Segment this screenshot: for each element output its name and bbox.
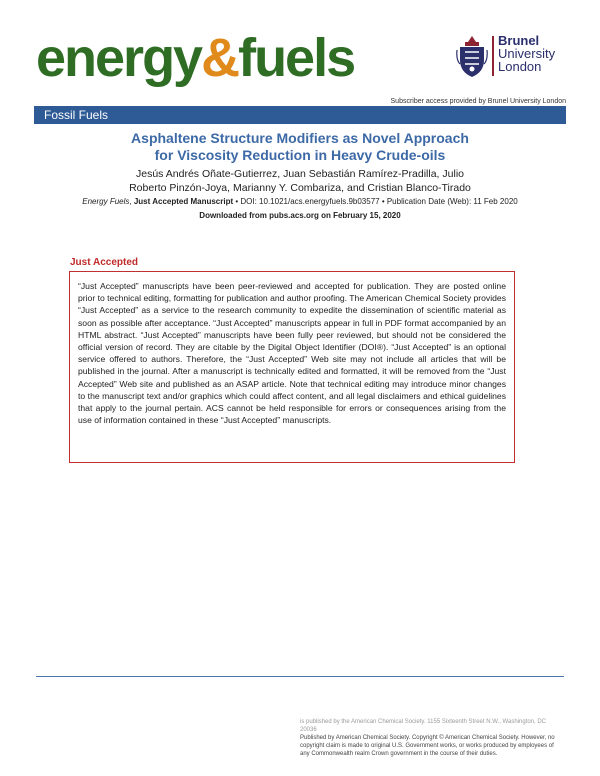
institution-name-line1: Brunel (498, 33, 540, 48)
journal-logo (36, 28, 354, 88)
copyright-notice: Published by American Chemical Society. Copyright © American Chemical Society. However, no copyright claim is made to original U.S. Government works, or works produced by employees of any Commonwealth realm Crown government in the course of their duties. (300, 735, 555, 757)
crest-icon (456, 34, 488, 78)
institution-name-line3: London (498, 59, 542, 74)
logo-text-fuels: fuels (238, 28, 355, 88)
citation-line: Energy Fuels, Just Accepted Manuscript • DOI: 10.1021/acs.energyfuels.9b03577 • Publication Date (Web): 11 Feb 2020 (82, 197, 518, 206)
just-accepted-notice-box (69, 271, 515, 463)
logo-divider (492, 36, 494, 76)
institution-name (498, 34, 555, 73)
article-title[interactable] (60, 130, 540, 164)
footer-divider (36, 676, 564, 677)
title-line-1: Asphaltene Structure Modifiers as Novel Approach (131, 130, 469, 146)
logo-text-energy: energy (36, 28, 202, 88)
section-label: Fossil Fuels (44, 108, 109, 122)
section-header (34, 106, 566, 124)
title-line-2: for Viscosity Reduction in Heavy Crude-oils (154, 147, 446, 163)
manuscript-status: Just Accepted Manuscript (133, 197, 234, 206)
just-accepted-heading: Just Accepted (70, 257, 138, 268)
logo-ampersand: & (201, 28, 239, 88)
publisher-address: is published by the American Chemical Society. 1155 Sixteenth Street N.W., Washington, DC 20036 (300, 719, 547, 733)
journal-name: Energy Fuels (82, 197, 130, 206)
doi-link[interactable]: • DOI: 10.1021/acs.energyfuels.9b03577 • Publication Date (Web): 11 Feb 2020 (235, 197, 518, 206)
subscriber-notice: Subscriber access provided by Brunel University London (390, 98, 566, 105)
download-notice: Downloaded from pubs.acs.org on February 15, 2020 (199, 211, 401, 220)
author-list (60, 167, 540, 195)
just-accepted-text: “Just Accepted” manuscripts have been peer-reviewed and accepted for publication. They are posted online prior to technical editing, formatting for publication and author proofing. The American Chemical Society provides “Just Accepted” as a service to the research community to expedite the dissemination of scientific material as soon as possible after acceptance. “Just Accepted” manuscripts appear in full in PDF format accompanied by an HTML abstract. “Just Accepted” manuscripts have been fully peer reviewed, but should not be considered the official version of record. They are citable by the Digital Object Identifier (DOI®). “Just Accepted” is an optional service offered to authors. Therefore, the “Just Accepted” Web site may not include all articles that will be published in the journal. After a manuscript is technically edited and formatted, it will be removed from the “Just Accepted” Web site and published as an ASAP article. Note that technical editing may introduce minor changes to the manuscript text and/or graphics which could affect content, and all legal disclaimers and ethical guidelines that apply to the journal pertain. ACS cannot be held responsible for errors or consequences arising from the use of information contained in these “Just Accepted” manuscripts. (78, 281, 506, 426)
institution-name-line2: University (498, 46, 556, 61)
institution-logo (456, 34, 568, 82)
authors-line-2: Roberto Pinzón-Joya, Marianny Y. Combariza, and Cristian Blanco-Tirado (129, 182, 471, 194)
authors-line-1: Jesús Andrés Oñate-Gutierrez, Juan Sebastián Ramírez-Pradilla, Julio (136, 168, 464, 180)
